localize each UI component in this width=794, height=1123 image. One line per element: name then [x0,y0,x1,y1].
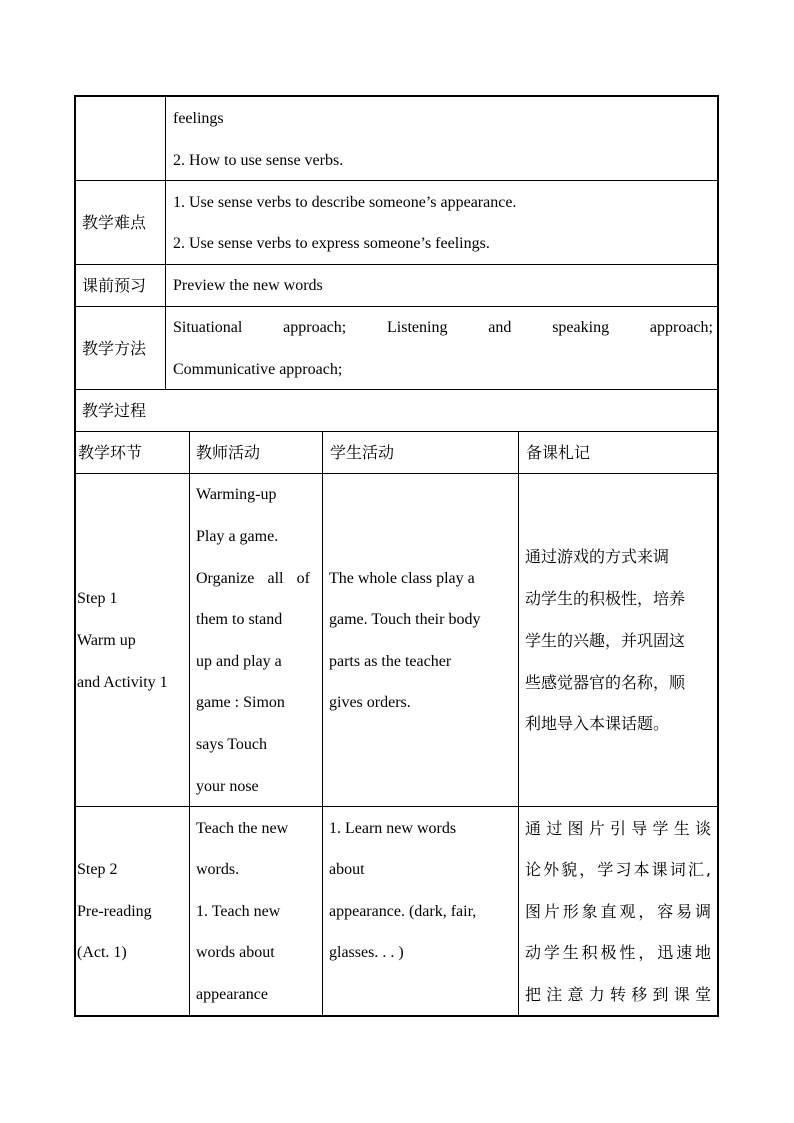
row-divider [75,806,718,807]
process-label: 教学过程 [82,401,147,420]
row1-notes-line: 动学生的积极性，培养 [525,589,686,608]
row-divider [75,306,718,307]
column-header-notes: 备课札记 [526,443,591,462]
row1-teacher-line: game : Simon [196,694,285,711]
methods-label: 教学方法 [82,339,147,358]
row-divider [75,389,718,390]
row1-step-line: Warm up [77,632,136,649]
row2-notes-line: 把注意力转移到课堂 [525,985,711,1004]
row1-student-line: gives orders. [329,694,411,711]
row2-teacher-line: 1. Teach new [196,903,281,920]
row2-student-line: about [329,861,365,878]
row2-student-line: glasses. . . ) [329,944,404,961]
column-divider [322,431,323,1016]
method-word: approach; [283,319,347,336]
method-word: approach; [649,319,713,336]
column-header-step: 教学环节 [78,443,143,462]
row2-notes-line: 论外貌，学习本课词汇, [525,860,711,879]
row1-student-line: game. Touch their body [329,611,481,628]
method-word: speaking [552,319,610,336]
row1-step-line: and Activity 1 [77,674,168,691]
row2-notes-line: 动学生积极性，迅速地 [525,943,711,962]
row1-notes-line: 学生的兴趣，并巩固这 [525,631,686,650]
methods-line1 [173,318,713,338]
row2-student-line: 1. Learn new words [329,820,457,837]
row1-teacher-line: Organize all of [196,570,310,587]
row1-teacher-line: them to stand [196,611,283,628]
row-divider [75,264,718,265]
row2-notes-line: 图片形象直观，容易调 [525,902,711,921]
row-divider [75,180,718,181]
column-header-teacher: 教师活动 [196,443,261,462]
method-word: and [488,319,512,336]
difficulty-line2: 2. Use sense verbs to express someone’s feelings. [173,235,490,252]
row-divider [75,473,718,474]
preview-text: Preview the new words [173,277,323,294]
row1-student-line: parts as the teacher [329,653,452,670]
row1-student-line: The whole class play a [329,570,475,587]
row1-teacher-line: Warming-up [196,486,277,503]
row2-student-line: appearance. (dark, fair, [329,903,477,920]
row1-teacher-line: says Touch [196,736,268,753]
column-divider [518,431,519,1016]
method-word: Listening [387,319,448,336]
row2-teacher-line: words about [196,944,275,961]
row2-teacher-line: appearance [196,986,268,1003]
row-divider [75,431,718,432]
section1-line2: 2. How to use sense verbs. [173,152,344,169]
row1-notes-line: 些感觉器官的名称，顺 [525,673,686,692]
row1-notes-line: 利地导入本课话题。 [525,714,670,733]
row2-teacher-line: words. [196,861,240,878]
row1-notes-line: 通过游戏的方式来调 [525,547,670,566]
row2-step-line: Step 2 [77,861,118,878]
row2-step-line: (Act. 1) [77,944,127,961]
method-word: Situational [173,319,243,336]
section1-line1: feelings [173,110,224,127]
row1-teacher-line: up and play a [196,653,282,670]
preview-label: 课前预习 [82,276,147,295]
row2-notes-line: 通过图片引导学生谈 [525,819,711,838]
methods-line2: Communicative approach; [173,361,343,378]
column-header-student: 学生活动 [330,443,395,462]
row1-step-line: Step 1 [77,590,118,607]
difficulty-label: 教学难点 [82,213,147,232]
row2-step-line: Pre-reading [77,903,152,920]
row2-teacher-line: Teach the new [196,820,289,837]
column-divider [165,96,166,389]
row1-teacher-line: Play a game. [196,528,279,545]
row1-teacher-line: your nose [196,778,259,795]
column-divider [189,431,190,1016]
difficulty-line1: 1. Use sense verbs to describe someone’s appearance. [173,194,517,211]
